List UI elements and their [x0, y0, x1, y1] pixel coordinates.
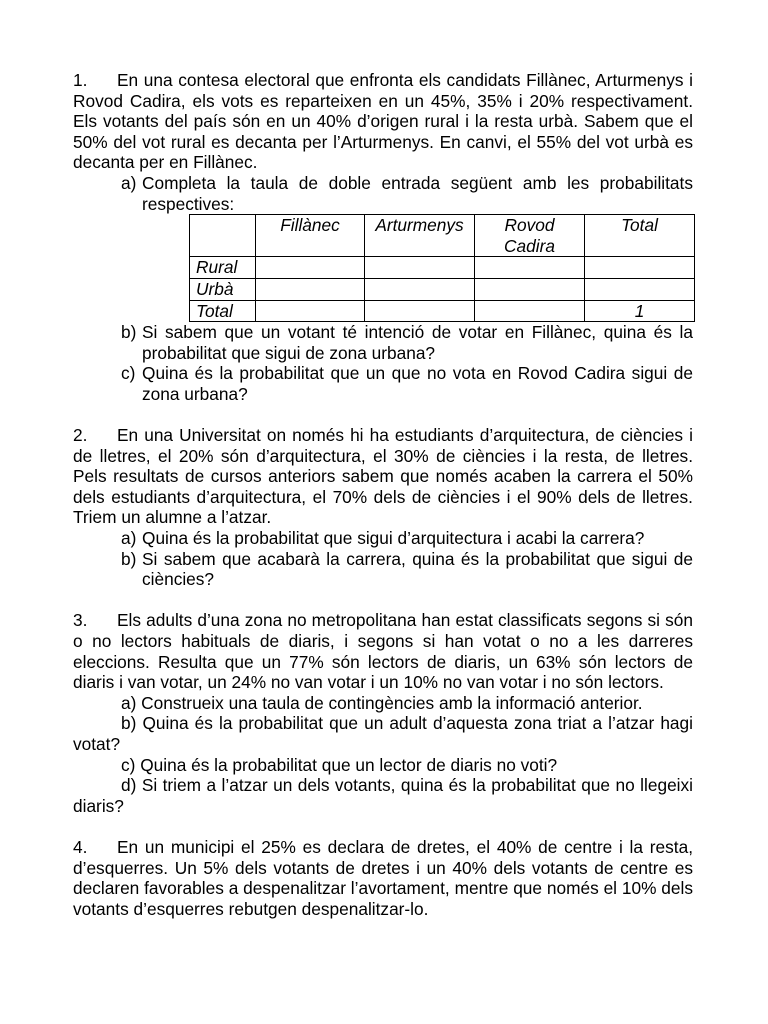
table-header: Total: [585, 215, 695, 257]
problem-text: En un municipi el 25% es declara de dretes, el 40% de centre i la resta, d’esquerres. Un 5% dels votants de dretes i un 40% dels votants de centre es declaren favorables a despenalitzar l’avortament, mentre que només el 10% dels votants d’esquerres rebutgen despenalitzar-lo.: [73, 836, 693, 919]
table-cell: [585, 278, 695, 300]
problem-3: [73, 610, 693, 816]
table-cell: [475, 300, 585, 322]
row-header: Total: [190, 300, 256, 322]
document-page: [73, 70, 693, 940]
question-1c: c) Quina és la probabilitat que un que no vota en Rovod Cadira sigui de zona urbana?: [121, 363, 693, 404]
table-header-row: [190, 215, 695, 257]
table-row: [190, 300, 695, 322]
table-row: [190, 278, 695, 300]
problem-text: En una contesa electoral que enfronta els candidats Fillànec, Arturmenys i Rovod Cadira, els vots es reparteixen en un 45%, 35% i 20% respectivament. Els votants del país són en un 40% d’origen rural i la resta urbà. Sabem que el 50% del vot rural es decanta per l’Arturmenys. En canvi, el 55% del vot urbà es decanta per en Fillànec.: [73, 70, 693, 173]
table-cell: [475, 278, 585, 300]
problem-2-statement: [73, 425, 693, 528]
problem-number: 1.: [73, 70, 88, 90]
problem-4: [73, 837, 693, 919]
question-1b: b) Si sabem que un votant té intenció de votar en Fillànec, quina és la probabilitat que sigui de zona urbana?: [121, 322, 693, 363]
question-3b: b) Quina és la probabilitat que un adult d’aquesta zona triat a l’atzar hagi votat?: [73, 713, 693, 754]
table-cell: [256, 257, 365, 279]
problem-number: 2.: [73, 425, 88, 446]
contingency-table: [189, 214, 695, 322]
question-3d: d) Si triem a l’atzar un dels votants, quina és la probabilitat que no llegeixi diaris?: [73, 775, 693, 816]
question-2a: a) Quina és la probabilitat que sigui d’arquitectura i acabi la carrera?: [121, 528, 645, 549]
row-header: Rural: [190, 257, 256, 279]
table-header: Fillànec: [256, 215, 365, 257]
table-cell: [256, 278, 365, 300]
problem-text: En una Universitat on només hi ha estudiants d’arquitectura, de ciències i de lletres, el 20% són d’arquitectura, el 30% de ciències i la resta, de lletres. Pels resultats de cursos anteriors sabem que només acaben la carrera el 50% dels estudiants d’arquitectura, el 70% dels de ciències i el 90% dels de lletres. Triem un alumne a l’atzar.: [73, 425, 693, 528]
table-cell: [365, 257, 475, 279]
row-header: Urbà: [190, 278, 256, 300]
table-header: Rovod Cadira: [475, 215, 585, 257]
question-1a: a) Completa la taula de doble entrada següent amb les probabilitats respectives:: [121, 172, 693, 214]
question-2b: b) Si sabem que acabarà la carrera, quina és la probabilitat que sigui de ciències?: [121, 548, 693, 590]
table-cell: [365, 278, 475, 300]
problem-1-statement: [73, 70, 693, 173]
problem-text: Els adults d’una zona no metropolitana han estat classificats segons si són o no lectors habituals de diaris, i segons si han votat o no a les darreres eleccions. Resulta que un 77% són lectors de diaris, un 63% són lectors de diaris i van votar, un 24% no van votar i un 10% no van votar i no són lectors.: [73, 610, 693, 693]
problem-4-statement: [73, 837, 693, 919]
question-3a: a) Construeix una taula de contingències amb la informació anterior.: [121, 692, 643, 713]
problem-number: 4.: [73, 836, 88, 857]
table-cell: [475, 257, 585, 279]
question-3c: c) Quina és la probabilitat que un lector de diaris no voti?: [121, 754, 558, 775]
table-cell: [585, 257, 695, 279]
table-cell: [256, 300, 365, 322]
table-cell: [190, 215, 256, 257]
problem-2: [73, 425, 693, 590]
table-cell: [365, 300, 475, 322]
problem-number: 3.: [73, 610, 88, 631]
problem-1: [73, 70, 693, 405]
table-row: [190, 257, 695, 279]
table-header: Arturmenys: [365, 215, 475, 257]
problem-3-statement: [73, 610, 693, 692]
table-cell-total: 1: [585, 300, 695, 322]
